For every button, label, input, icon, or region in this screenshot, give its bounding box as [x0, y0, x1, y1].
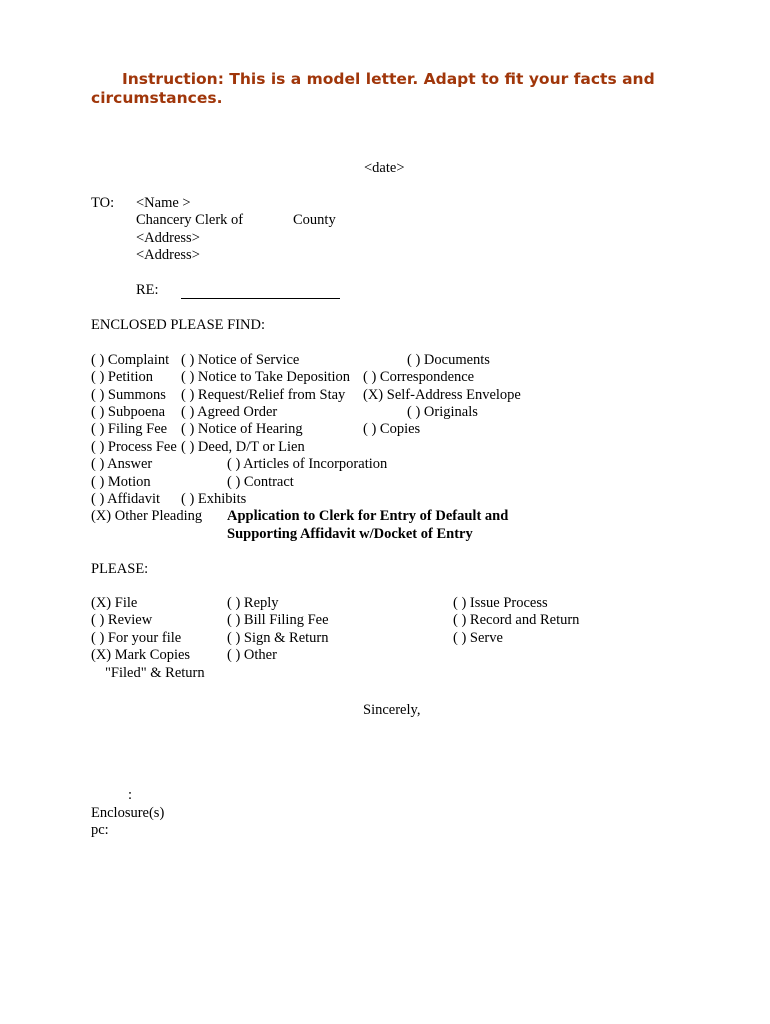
re-blank-line	[181, 298, 340, 299]
enclosed-item: ( ) Filing Fee	[91, 421, 168, 437]
enclosed-item: (X) Self-Address Envelope	[363, 387, 521, 403]
please-item: (X) File	[91, 595, 138, 611]
instruction-line-1: Instruction: This is a model letter. Adapt to fit your facts and	[122, 70, 655, 88]
enclosed-item: ( ) Complaint	[91, 352, 170, 368]
please-heading: PLEASE:	[91, 561, 149, 577]
signature-colon: :	[128, 787, 133, 803]
please-item: ( ) Issue Process	[453, 595, 548, 611]
other-pleading-text-1: Application to Clerk for Entry of Default and	[227, 508, 509, 524]
enclosed-item: ( ) Deed, D/T or Lien	[181, 439, 305, 455]
enclosed-item: ( ) Articles of Incorporation	[227, 456, 388, 472]
to-label: TO:	[91, 195, 115, 211]
please-item: ( ) Bill Filing Fee	[227, 612, 329, 628]
enclosed-item: ( ) Contract	[227, 474, 294, 490]
enclosed-item: ( ) Notice of Hearing	[181, 421, 303, 437]
enclosed-item: ( ) Summons	[91, 387, 166, 403]
closing-salutation: Sincerely,	[363, 702, 421, 718]
date-placeholder: <date>	[364, 160, 405, 176]
enclosed-item: ( ) Exhibits	[181, 491, 247, 507]
please-item: ( ) Serve	[453, 630, 503, 646]
please-item: "Filed" & Return	[105, 665, 205, 681]
pc-label: pc:	[91, 822, 109, 838]
enclosed-item: ( ) Notice to Take Deposition	[181, 369, 351, 385]
please-item: ( ) Review	[91, 612, 153, 628]
enclosed-item: ( ) Answer	[91, 456, 153, 472]
please-item: ( ) Sign & Return	[227, 630, 329, 646]
enclosed-item: ( ) Petition	[91, 369, 154, 385]
instruction-note	[91, 70, 691, 108]
enclosed-item: ( ) Correspondence	[363, 369, 475, 385]
enclosed-item: ( ) Process Fee	[91, 439, 177, 455]
enclosed-heading: ENCLOSED PLEASE FIND:	[91, 317, 266, 333]
enclosed-item: ( ) Originals	[407, 404, 478, 420]
other-pleading-text-2: Supporting Affidavit w/Docket of Entry	[227, 526, 473, 542]
re-label: RE:	[136, 282, 159, 298]
other-pleading-label: (X) Other Pleading	[91, 508, 203, 524]
recipient-county: County	[293, 212, 336, 228]
please-item: (X) Mark Copies	[91, 647, 191, 663]
enclosed-item: ( ) Subpoena	[91, 404, 166, 420]
enclosed-item: ( ) Notice of Service	[181, 352, 300, 368]
please-item: ( ) Other	[227, 647, 277, 663]
enclosed-item: ( ) Agreed Order	[181, 404, 278, 420]
please-item: ( ) Reply	[227, 595, 279, 611]
enclosures-label: Enclosure(s)	[91, 805, 165, 821]
recipient-address-2: <Address>	[136, 247, 200, 263]
enclosed-item: ( ) Affidavit	[91, 491, 160, 507]
recipient-address-1: <Address>	[136, 230, 200, 246]
please-item: ( ) Record and Return	[453, 612, 580, 628]
recipient-clerk: Chancery Clerk of	[136, 212, 244, 228]
please-item: ( ) For your file	[91, 630, 182, 646]
enclosed-item: ( ) Request/Relief from Stay	[181, 387, 346, 403]
instruction-line-2: circumstances.	[91, 89, 223, 107]
recipient-name: <Name >	[136, 195, 191, 211]
enclosed-item: ( ) Copies	[363, 421, 421, 437]
enclosed-item: ( ) Documents	[407, 352, 490, 368]
enclosed-item: ( ) Motion	[91, 474, 151, 490]
